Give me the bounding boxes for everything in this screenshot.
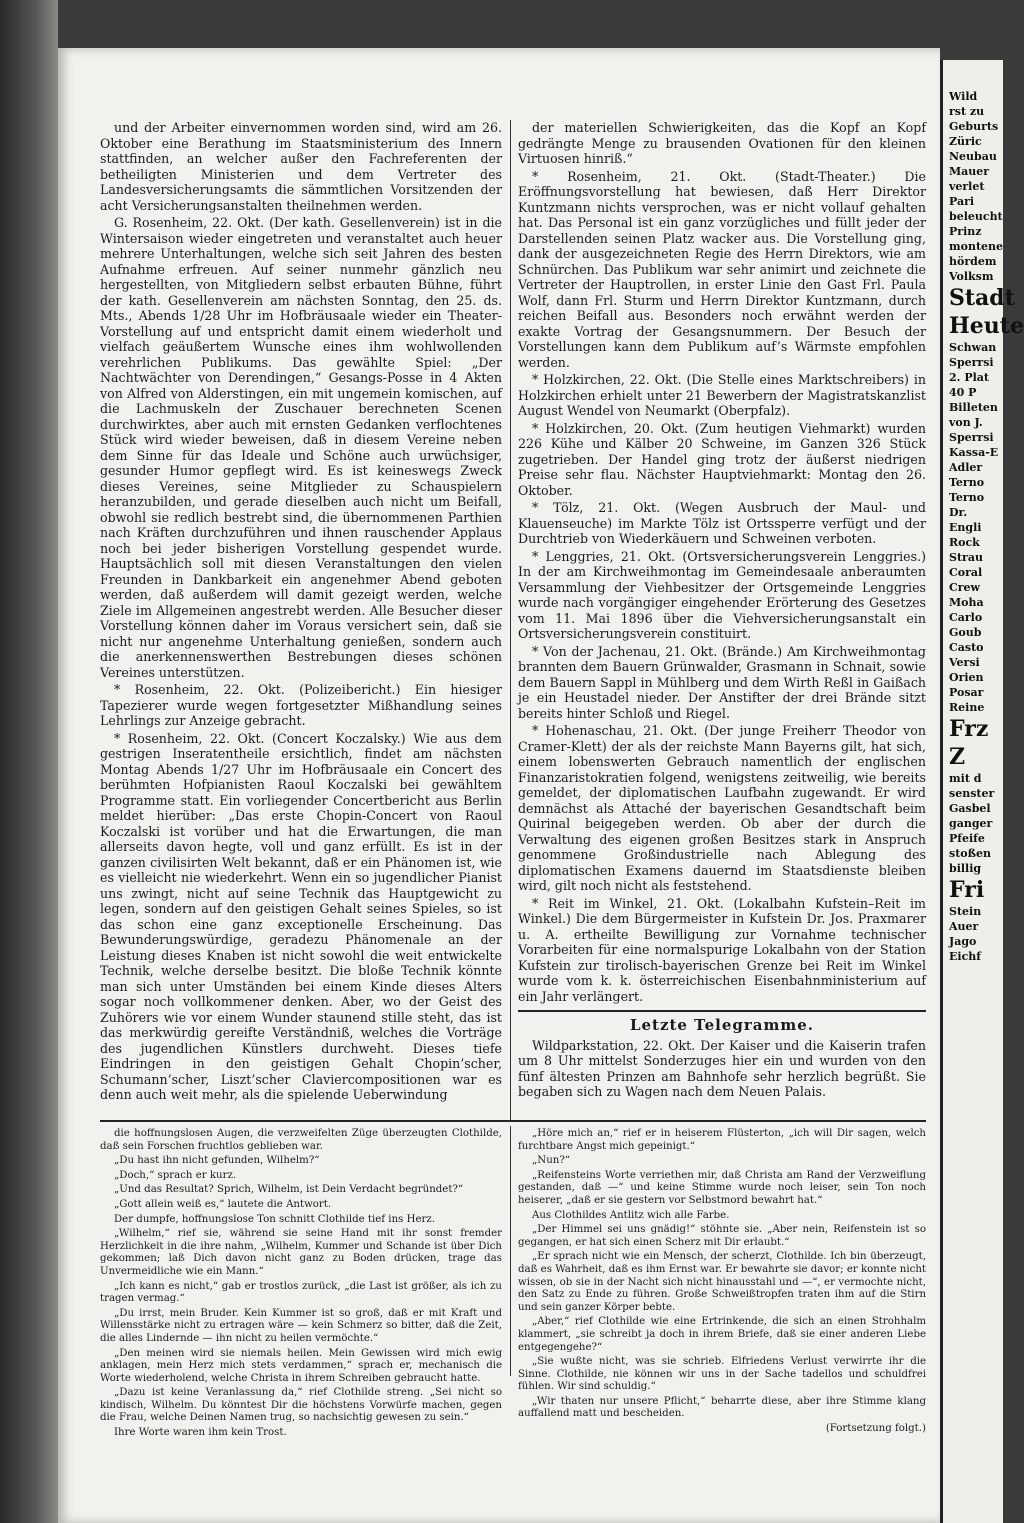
adjacent-page-fragment: Volksm: [949, 270, 994, 283]
adjacent-page-fragments: [949, 90, 1024, 965]
feuilleton-paragraph: Der dumpfe, hoffnungslose Ton schnitt Clothilde tief ins Herz.: [114, 1213, 435, 1225]
adjacent-page-fragment: Z: [949, 744, 966, 770]
feuilleton-paragraph: „Gott allein weiß es,“ lautete die Antwort.: [114, 1198, 332, 1210]
adjacent-page-fragment: Casto: [949, 641, 984, 654]
article-paragraph: und der Arbeiter einvernommen worden sind, wird am 26. Oktober eine Berathung im Staatsministerium des Innern stattfinden, an welcher außer den Fachreferenten der betheiligten Ministerien und dem Vertreter des Landesversicherungsamts die sämmtlichen Vorsitzenden der acht Versicherungsanstalten theilnehmen werden.: [100, 120, 502, 213]
feuilleton-continuation: (Fortsetzung folgt.): [825, 1423, 926, 1435]
adjacent-page-fragment: Gasbel: [949, 802, 991, 815]
adjacent-page-fragment: Adler: [949, 461, 983, 474]
adjacent-page-fragment: Geburts: [949, 120, 999, 133]
feuilleton-paragraph: „Reifensteins Worte verriethen mir, daß Christa am Rand der Verzweiflung gestanden, daß —“ und keine Stimme wurde noch leiser, sein Ton noch heiserer, „daß er sie gestern vor Selbstmord bewahrt hat.“: [518, 1169, 926, 1206]
adjacent-page-fragment: Heute: [949, 313, 1024, 339]
adjacent-page-fragment: Züric: [949, 135, 982, 148]
feuilleton-paragraph: Aus Clothildes Antlitz wich alle Farbe.: [532, 1209, 730, 1221]
adjacent-page-fragment: Goub: [949, 626, 982, 639]
adjacent-page-fragment: Reine: [949, 701, 985, 714]
article-paragraph: * Tölz, 21. Okt. (Wegen Ausbruch der Maul- und Klauenseuche) im Markte Tölz ist Ortssperre verfügt und der Durchtrieb von Wiederkäuern und Schweinen verboten.: [518, 500, 926, 546]
adjacent-page-fragment: Auer: [949, 920, 979, 933]
adjacent-page-fragment: Sperrsi: [949, 356, 994, 369]
adjacent-page-fragment: rst zu: [949, 105, 985, 118]
adjacent-page-fragment: Terno: [949, 476, 985, 489]
adjacent-page-fragment: Strau: [949, 551, 983, 564]
adjacent-page-fragment: Mauer: [949, 165, 990, 178]
adjacent-page-fragment: verlet: [949, 180, 985, 193]
adjacent-page-fragment: mit d: [949, 772, 982, 785]
article-paragraph: * Reit im Winkel, 21. Okt. (Lokalbahn Kufstein–Reit im Winkel.) Die dem Bürgermeister in Kufstein Dr. Jos. Praxmarer u. A. ertheilte Bewilligung zur Vornahme technischer Vorarbeiten für eine normalspurige Lokalbahn von der Station Kufstein zur tirolisch-bayerischen Grenze bei Reit im Winkel wurde vom k. k. österreichischen Eisenbahnministerium auf ein Jahr verlängert.: [518, 895, 926, 1004]
adjacent-page-edge: [940, 60, 1024, 1523]
adjacent-page-fragment: Engli: [949, 521, 982, 534]
article-paragraph: * Rosenheim, 21. Okt. (Stadt-Theater.) Die Eröffnungsvorstellung hat bewiesen, daß Herr Direktor Kuntzmann nichts versprochen, was er nicht vollauf gehalten hat. Das Personal ist ein ganz vorzügliches und füllt jeder der Darstellenden seinen Platz wacker aus. Die Vorstellung ging, dank der ausgezeichneten Regie des Herrn Direktors, wie am Schnürchen. Das Publikum war sehr animirt und zeichnete die Vertreter der Hauptrollen, in erster Linie den Gast Frl. Paula Wolf, dann Frl. Sturm und Herrn Direktor Kuntzmann, durch reichen Beifall aus. Besonders noch erwähnt werden der exakte Vortrag der Gesangsnummern. Der Besuch der Vorstellungen kann dem Publikum auf’s Wärmste empfohlen werden.: [518, 168, 926, 370]
adjacent-page-fragment: montene: [949, 240, 1004, 253]
feuilleton-column-left: [100, 1128, 502, 1442]
feuilleton-column-divider: [510, 1126, 511, 1376]
article-paragraph: * Holzkirchen, 20. Okt. (Zum heutigen Viehmarkt) wurden 226 Kühe und Kälber 20 Schweine, im Ganzen 326 Stück zugetrieben. Der Handel ging trotz der äußerst niedrigen Preise sehr flau. Nächster Hauptviehmarkt: Montag den 26. Oktober.: [518, 420, 926, 498]
adjacent-page-fragment: billig: [949, 862, 982, 875]
feuilleton-paragraph: „Doch,“ sprach er kurz.: [114, 1169, 237, 1181]
adjacent-page-fragment: Neubau: [949, 150, 997, 163]
adjacent-page-fragment: Dr.: [949, 506, 968, 519]
feuilleton-column-right: [518, 1128, 926, 1438]
article-paragraph: * Holzkirchen, 22. Okt. (Die Stelle eines Marktschreibers) in Holzkirchen erhielt unter 21 Bewerbern der Magistratskanzlist August Wendel von Neumarkt (Oberpfalz).: [518, 372, 926, 418]
article-paragraph: * Rosenheim, 22. Okt. (Concert Koczalsky.) Wie aus dem gestrigen Inseratentheile ersichtlich, findet am nächsten Montag Abends 1/27 Uhr im Hofbräusaale ein Concert des berühmten Hofpianisten Raoul Koczalski bei gewähltem Programme statt. Ein vorliegender Concertbericht aus Berlin meldet hierüber: „Das erste Chopin-Concert von Raoul Koczalski ist vorüber und hat die Erwartungen, die man allerseits davon hegte, voll und ganz erfüllt. Es ist in der ganzen civilisirten Welt bekannt, daß er ein Phänomen ist, wie es vielleicht nie wiederkehrt. Wenn ein so jugendlicher Pianist uns zwingt, nicht auf seine Technik das Hauptgewicht zu legen, sondern auf den geistigen Gehalt seines Spieles, so ist das schon eine ganz exceptionelle Erscheinung. Das Bewunderungswürdige, geradezu Phänomenale an der Leistung dieses Knaben ist nicht sowohl die weit entwickelte Technik, welche derselbe besitzt. Die bloße Technik könnte man sich unter Umständen bei einem Kinde dieses Alters sogar noch vollkommener denken. Aber, wo der Geist des Zuhörers wie vor einem Wunder staunend stille steht, das ist das merkwürdig gereifte Verständniß, welches die Vorträge des jugendlichen Künstlers durchweht. Dieses tiefe Eindringen in den geistigen Gehalt Chopin’scher, Schumann’scher, Liszt’scher Claviercompositionen war es denn auch weit mehr, als die spielende Ueberwindung: [100, 730, 502, 1102]
article-paragraph: G. Rosenheim, 22. Okt. (Der kath. Gesellenverein) ist in die Wintersaison wieder eingetreten und veranstaltet auch heuer mehrere Unterhaltungen, welche sich seit Jahren des besten Aufnahme erfreuen. Auf seiner nunmehr gänzlich neu hergestellten, von Mitgliedern selbst erbauten Bühne, führt der kath. Gesellenverein am nächsten Sonntag, den 25. ds. Mts., Abends 1/28 Uhr im Hofbräusaale wieder ein Theater-Vorstellung auf und entspricht damit einem wiederholt und vielfach geäußertem Wunsche eines ihm wohlwollenden verehrlichen Publikums. Das gewählte Spiel: „Der Nachtwächter von Derendingen,“ Gesangs-Posse in 4 Akten von Alfred von Alderstingen, ein mit ungemein komischen, auf die Lachmuskeln der Zuschauer berechneten Scenen durchwirktes, aber auch mit ernsten Gedanken verflochtenes Stück wird wieder beweisen, daß in diesem Vereine neben dem Sinne für das Ideale und Schöne auch urwüchsiger, gesunder Humor gepflegt wird. Es ist keineswegs Zweck dieses Vereines, seine Mitglieder zu Schauspielern heranzubilden, und gerade dieselben auch nicht um Beifall, obwohl sie redlich bestrebt sind, die übernommenen Parthien nach Kräften durchzuführen und ihnen rauschender Applaus noch bei jeder bisherigen Vorstellung gespendet wurde. Hauptsächlich soll mit diesen Veranstaltungen den vielen Freunden in Dankbarkeit ein angenehmer Abend geboten werden, daß außerdem will damit gezeigt werden, welche Ziele im Allgemeinen angestrebt werden. Alle Besucher dieser Vorstellung können daher im Voraus versichert sein, daß sie nicht nur angenehme Unterhaltung genießen, sondern auch die anerkennenswerthen Bestrebungen dieses schönen Vereines unterstützen.: [100, 215, 502, 680]
article-column-left: [100, 120, 502, 1105]
adjacent-page-fragment: 40 P: [949, 386, 977, 399]
adjacent-page-fragment: hördem: [949, 255, 997, 268]
adjacent-page-fragment: stoßen: [949, 847, 991, 860]
adjacent-page-fragment: senster: [949, 787, 995, 800]
article-paragraph: * Hohenaschau, 21. Okt. (Der junge Freiherr Theodor von Cramer-Klett) der als der reichste Mann Bayerns gilt, hat sich, einem lobenswerten Gebrauch namentlich der englischen Finanzaristokratien folgend, wenigstens zeitweilig, wie bereits gemeldet, der diplomatischen Laufbahn zugewandt. Er wird demnächst als Attaché der bayerischen Gesandtschaft beim Quirinal beigegeben werden. Ob aber der durch die Verwaltung des eigenen großen Besitzes stark in Anspruch genommene Großindustrielle nach Ablegung des diplomatischen Examens dauernd im Staatsdienste bleiben wird, gilt noch nicht als feststehend.: [518, 723, 926, 893]
adjacent-page-fragment: Prinz: [949, 225, 982, 238]
adjacent-page-fragment: Terno: [949, 491, 985, 504]
feuilleton-paragraph: „Ich kann es nicht,“ gab er trostlos zurück, „die Last ist größer, als ich zu tragen vermag.“: [100, 1280, 502, 1305]
adjacent-page-fragment: Posar: [949, 686, 984, 699]
newspaper-page: [58, 48, 940, 1523]
feuilleton-paragraph: „Er sprach nicht wie ein Mensch, der scherzt, Clothilde. Ich bin überzeugt, daß es Wahrheit, daß es ihm Ernst war. Er bewahrte sie davor; er konnte nicht wissen, ob sie in der Nacht sich nicht hinausstahl und —“, er vermochte nicht, den Satz zu Ende zu führen. Große Schweißtropfen traten ihm auf die Stirn und sein ganzer Körper bebte.: [518, 1251, 926, 1313]
adjacent-page-fragment: von J.: [949, 416, 983, 429]
article-paragraph: der materiellen Schwierigkeiten, das die Kopf an Kopf gedrängte Menge zu brausenden Ovationen für den kleinen Virtuosen hinriß.“: [518, 120, 926, 166]
telegram-heading: Letzte Telegramme.: [629, 1016, 815, 1034]
adjacent-page-fragment: Pfeife: [949, 832, 985, 845]
feuilleton-paragraph: „Du irrst, mein Bruder. Kein Kummer ist so groß, daß er mit Kraft und Willensstärke nicht zu ertragen wäre — kein Schmerz so bitter, daß die Zeit, die alles Lindernde — ihn nicht zu heilen vermöchte.“: [100, 1307, 502, 1344]
adjacent-page-fragment: Rock: [949, 536, 980, 549]
feuilleton-paragraph: „Aber,“ rief Clothilde wie eine Ertrinkende, die sich an einen Strohhalm klammert, „sie schreibt ja doch in ihrem Briefe, daß sie einer anderen Liebe entgegengehe?“: [518, 1316, 926, 1353]
feuilleton-paragraph: „Höre mich an,“ rief er in heiserem Flüsterton, „ich will Dir sagen, welch furchtbare Angst mich gepeinigt.“: [518, 1128, 926, 1152]
feuilleton-paragraph: „Sie wußte nicht, was sie schrieb. Elfriedens Verlust verwirrte ihr die Sinne. Clothilde, nie können wir uns in der Sache tadellos und schuldfrei fühlen. Wir sind schuldig.“: [518, 1356, 926, 1393]
adjacent-page-fragment: Billeten: [949, 401, 998, 414]
feuilleton-paragraph: „Und das Resultat? Sprich, Wilhelm, ist Dein Verdacht begründet?“: [114, 1184, 464, 1196]
adjacent-page-fragment: Kassa-E: [949, 446, 999, 459]
telegram-paragraph: Wildparkstation, 22. Okt. Der Kaiser und die Kaiserin trafen um 8 Uhr mittelst Sonderzuges hier ein und wurden von den fünf ältesten Prinzen am Bahnhofe sehr herzlich begrüßt. Sie begaben sich zu Wagen nach dem Neuen Palais.: [518, 1037, 926, 1099]
section-rule: [518, 1010, 926, 1012]
adjacent-page-fragment: Wild: [949, 90, 978, 103]
adjacent-page-fragment: Fri: [949, 877, 985, 903]
article-paragraph: * Von der Jachenau, 21. Okt. (Brände.) Am Kirchweihmontag brannten dem Bauern Grünwalder, Grasmann in Schnait, sowie dem Bauern Sappl in Mühlberg und dem Wirth Reßl in Gaißach je ein Heustadel nieder. Der Anstifter der drei Brände sitzt bereits hinter Schloß und Riegel.: [518, 643, 926, 721]
adjacent-page-fragment: Stadt: [949, 285, 1015, 311]
adjacent-page-fragment: Coral: [949, 566, 983, 579]
feuilleton-paragraph: „Der Himmel sei uns gnädig!“ stöhnte sie. „Aber nein, Reifenstein ist so gegangen, er hat sich einen Scherz mit Dir erlaubt.“: [518, 1224, 926, 1248]
adjacent-page-fragment: beleucht: [949, 210, 1003, 223]
feuilleton-paragraph: „Du hast ihn nicht gefunden, Wilhelm?“: [114, 1155, 320, 1167]
adjacent-page-fragment: Sperrsi: [949, 431, 994, 444]
feuilleton-paragraph: „Dazu ist keine Veranlassung da,“ rief Clothilde streng. „Sei nicht so kindisch, Wilhelm. Du könntest Dir die höchstens Vorwürfe machen, gegen die Frau, welche Deinen Namen trug, so nachsichtig gewesen zu sein.“: [100, 1387, 502, 1424]
feuilleton-paragraph: „Wilhelm,“ rief sie, während sie seine Hand mit ihr sonst fremder Herzlichkeit in die ihre nahm, „Wilhelm, Kummer und Schande ist über Dich gekommen; laß Dich davon nicht ganz zu Boden drücken, trage das Unvermeidliche wie ein Mann.“: [100, 1228, 502, 1277]
adjacent-page-fragment: Moha: [949, 596, 984, 609]
adjacent-page-fragment: ganger: [949, 817, 993, 830]
article-column-right: [518, 120, 926, 1102]
feuilleton-paragraph: „Den meinen wird sie niemals heilen. Mein Gewissen wird mich ewig anklagen, mein Herz mich stets verdammen,“ sprach er, mechanisch die Worte wiederholend, welche Christa in ihrem Schreiben gebraucht hatte.: [100, 1347, 502, 1384]
adjacent-page-fragment: Jago: [949, 935, 977, 948]
book-binding: [0, 0, 58, 1523]
adjacent-page-fragment: Versi: [949, 656, 980, 669]
feuilleton-paragraph: „Wir thaten nur unsere Pflicht,“ beharrte diese, aber ihre Stimme klang auffallend matt und bescheiden.: [518, 1395, 926, 1420]
adjacent-page-fragment: Pari: [949, 195, 975, 208]
adjacent-page-fragment: Eichf: [949, 950, 981, 963]
feuilleton-divider: [100, 1120, 926, 1122]
adjacent-page-fragment: Frz: [949, 716, 989, 742]
article-paragraph: * Rosenheim, 22. Okt. (Polizeibericht.) Ein hiesiger Tapezierer wurde wegen fortgesetzter Mißhandlung seines Lehrlings zur Anzeige gebracht.: [100, 682, 502, 728]
feuilleton-paragraph: „Nun?“: [532, 1155, 570, 1167]
adjacent-page-fragment: Carlo: [949, 611, 983, 624]
feuilleton-paragraph: Ihre Worte waren ihm kein Trost.: [114, 1427, 287, 1439]
adjacent-page-fragment: Orien: [949, 671, 984, 684]
column-divider: [510, 120, 511, 1120]
adjacent-page-fragment: 2. Plat: [949, 371, 989, 384]
feuilleton-paragraph: die hoffnungslosen Augen, die verzweifelten Züge überzeugten Clothilde, daß sein Forschen fruchtlos geblieben war.: [100, 1128, 502, 1152]
article-paragraph: * Lenggries, 21. Okt. (Ortsversicherungsverein Lenggries.) In der am Kirchweihmontag im Gemeindesaale anberaumten Versammlung der Viehbesitzer der Ortsgemeinde Lenggries wurde nach vorgängiger eingehender Erörterung des Gesetzes vom 11. Mai 1896 über die Viehversicherungsanstalt ein Ortsversicherungsverein constituirt.: [518, 548, 926, 641]
adjacent-page-fragment: Stein: [949, 905, 982, 918]
adjacent-page-fragment: Schwan: [949, 341, 997, 354]
adjacent-page-fragment: Crew: [949, 581, 981, 594]
